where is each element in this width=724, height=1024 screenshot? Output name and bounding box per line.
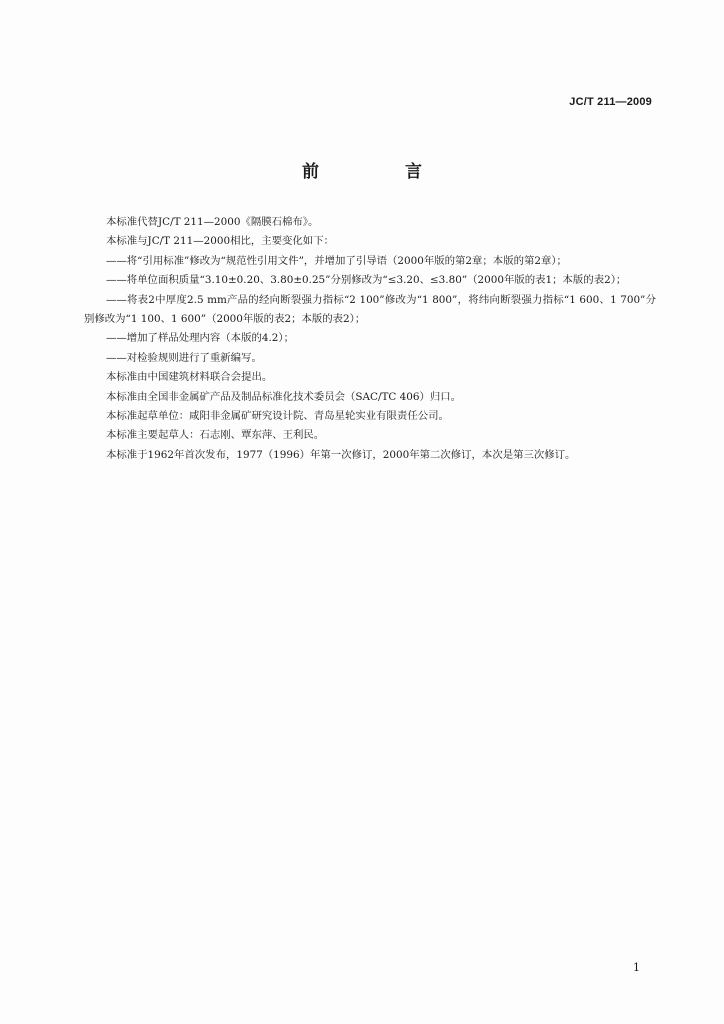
paragraph-proposed-by: 本标准由中国建筑材料联合会提出。 — [106, 371, 273, 384]
paragraph-managed-by: 本标准由全国非金属矿产品及制品标准化技术委员会（SAC/TC 406）归口。 — [106, 390, 462, 403]
page-title: 前 言 — [302, 162, 462, 182]
foreword-body — [84, 213, 656, 465]
paragraph-drafters: 本标准主要起草人：石志刚、覃东萍、王利民。 — [106, 429, 325, 442]
page-number: 1 — [633, 961, 640, 974]
standard-code: JC/T 211—2009 — [569, 96, 652, 108]
paragraph-changes-intro: 本标准与JC/T 211—2000相比，主要变化如下： — [106, 235, 334, 248]
paragraph-change-references: ——将“引用标准”修改为“规范性引用文件”，并增加了引导语（2000年版的第2章；本版的第2章）； — [106, 254, 567, 267]
paragraph-drafting-units: 本标准起草单位：咸阳非金属矿研究设计院、青岛星轮实业有限责任公司。 — [106, 410, 449, 423]
paragraph-change-sample: ——增加了样品处理内容（本版的4.2）； — [106, 332, 294, 345]
paragraph-replaces: 本标准代替JC/T 211—2000《隔膜石棉布》。 — [106, 216, 319, 228]
paragraph-history: 本标准于1962年首次发布，1977（1996）年第一次修订，2000年第二次修订，本次是第三次修订。 — [106, 448, 576, 461]
paragraph-change-inspection: ——对检验规则进行了重新编写。 — [106, 351, 262, 364]
paragraph-change-strength: ——将表2中厚度2.5 mm产品的经向断裂强力指标“2 100”修改为“1 800”，将纬向断裂强力指标“1 600、1 700”分别修改为“1 100、1 600”（2000年版的表2；本版的表2）； — [84, 293, 656, 326]
paragraph-change-mass: ——将单位面积质量“3.10±0.20、3.80±0.25”分别修改为“≤3.20、≤3.80”（2000年版的表1；本版的表2）； — [106, 274, 627, 287]
